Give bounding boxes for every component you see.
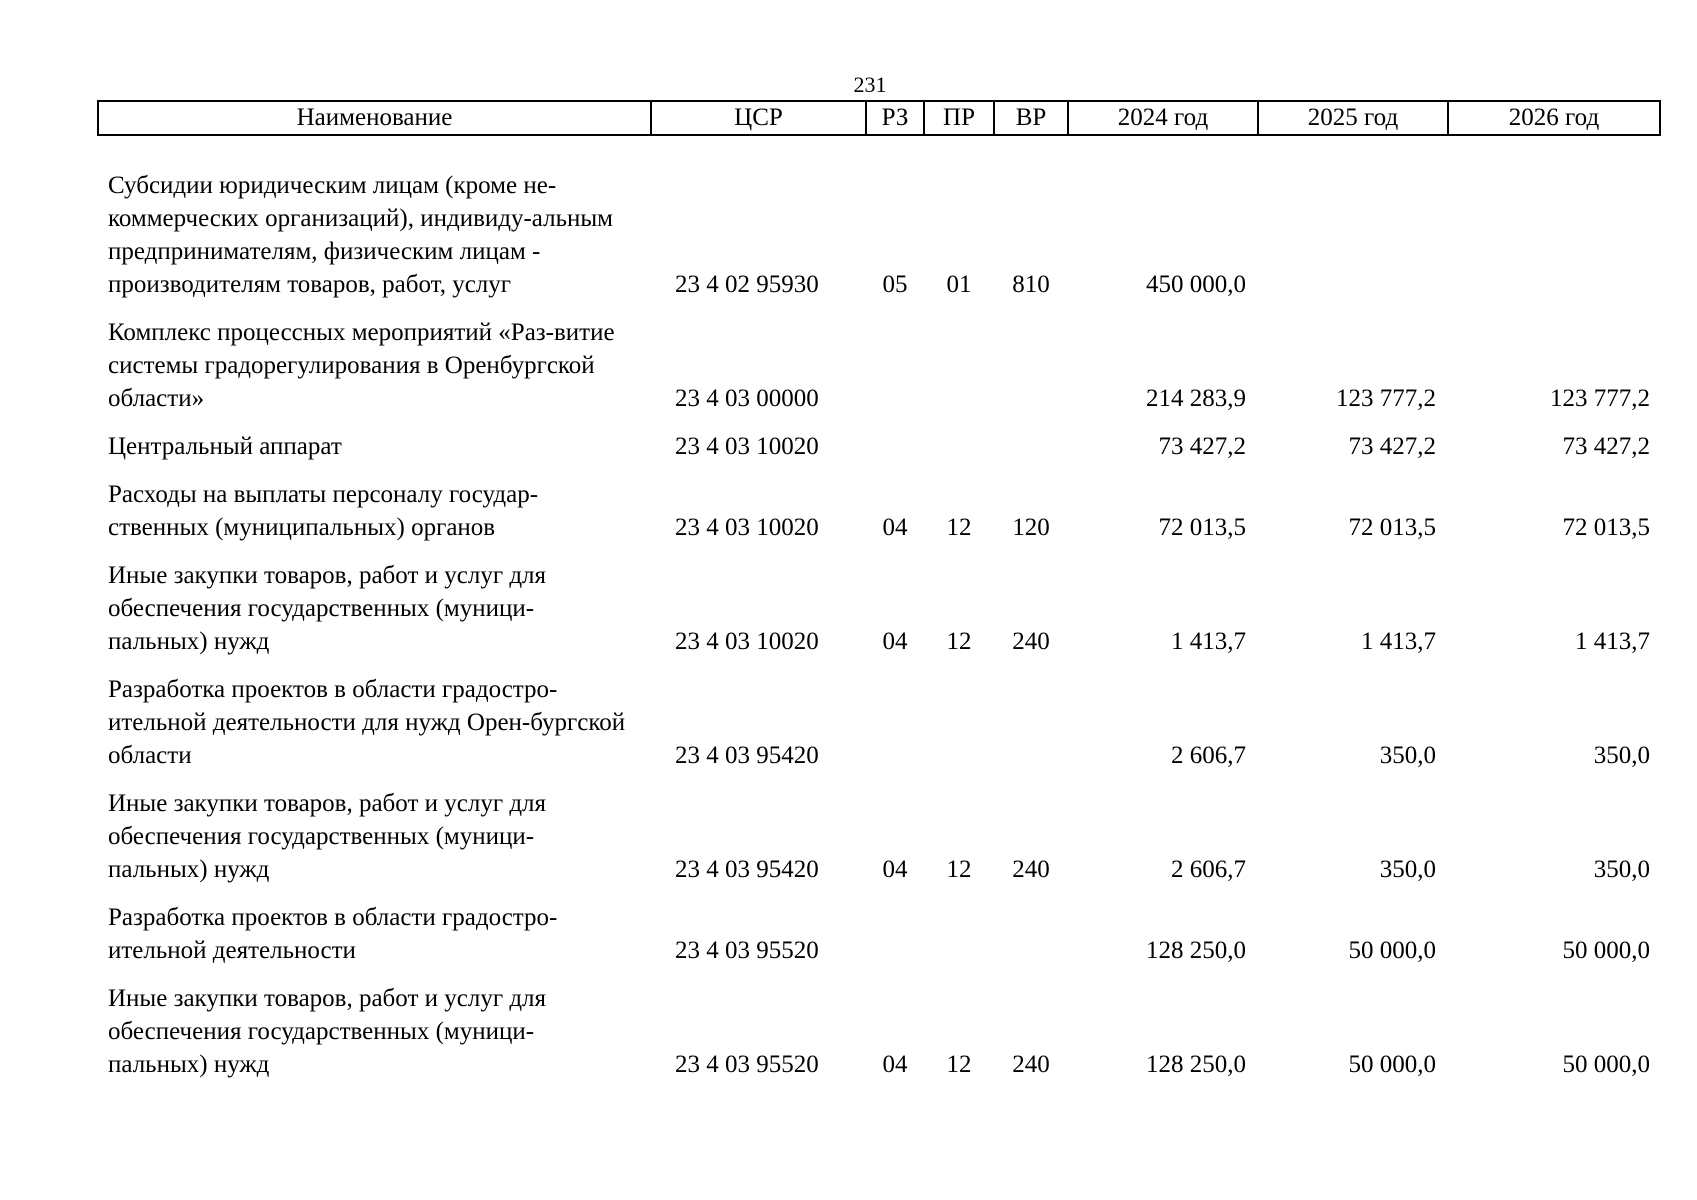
row-2026: 73 427,2 — [1562, 433, 1650, 460]
row-csr: 23 4 03 10020 — [675, 628, 819, 655]
row-vr: 240 — [1012, 1051, 1050, 1078]
row-2025: 123 777,2 — [1336, 385, 1436, 412]
row-2026: 123 777,2 — [1550, 385, 1650, 412]
row-name — [98, 463, 651, 544]
row-csr: 23 4 03 10020 — [675, 514, 819, 541]
row-csr: 23 4 03 95420 — [675, 742, 819, 769]
row-pr: 01 — [946, 271, 972, 298]
header-2025: 2025 год — [1258, 101, 1448, 135]
row-name-text: Разработка проектов в области градостро-ительной деятельности — [108, 904, 558, 964]
row-csr: 23 4 03 95420 — [675, 856, 819, 883]
row-rz — [866, 658, 924, 772]
table-row — [98, 154, 1660, 301]
row-name-text: Иные закупки товаров, работ и услуг для обеспечения государственных (муници-пальных) нужд — [108, 562, 547, 655]
row-vr — [994, 301, 1068, 415]
row-pr — [924, 658, 994, 772]
row-rz: 04 — [882, 514, 908, 541]
row-csr: 23 4 03 00000 — [675, 385, 819, 412]
header-pr: ПР — [924, 101, 994, 135]
header-row — [98, 101, 1660, 135]
row-rz: 04 — [882, 1051, 908, 1078]
row-name — [98, 772, 651, 886]
row-2025 — [1258, 154, 1448, 301]
row-2026: 350,0 — [1593, 856, 1650, 883]
row-csr: 23 4 02 95930 — [675, 271, 819, 298]
row-rz — [866, 415, 924, 463]
header-vr: ВР — [994, 101, 1068, 135]
row-2025: 350,0 — [1379, 856, 1436, 883]
row-pr — [924, 886, 994, 967]
header-name: Наименование — [98, 101, 651, 135]
row-name — [98, 301, 651, 415]
row-name — [98, 415, 651, 463]
row-2024: 2 606,7 — [1171, 856, 1246, 883]
row-2025: 50 000,0 — [1348, 1051, 1436, 1078]
row-vr: 120 — [1012, 514, 1050, 541]
row-2026 — [1448, 154, 1660, 301]
row-2026: 350,0 — [1593, 742, 1650, 769]
header-2026: 2026 год — [1448, 101, 1660, 135]
row-csr: 23 4 03 95520 — [675, 937, 819, 964]
row-2024: 1 413,7 — [1171, 628, 1246, 655]
row-name — [98, 886, 651, 967]
row-csr: 23 4 03 10020 — [675, 433, 819, 460]
row-name — [98, 154, 651, 301]
row-name — [98, 967, 651, 1081]
row-2026: 72 013,5 — [1562, 514, 1650, 541]
row-vr: 810 — [1012, 271, 1050, 298]
row-name-text: Субсидии юридическим лицам (кроме не-коммерческих организаций), индивиду-альным предпринимателям, физическим лицам - производителям товаров, работ, услуг — [108, 172, 613, 298]
row-pr: 12 — [946, 856, 972, 883]
row-name — [98, 544, 651, 658]
row-rz — [866, 301, 924, 415]
row-2025: 1 413,7 — [1361, 628, 1436, 655]
row-pr — [924, 301, 994, 415]
row-name-text: Центральный аппарат — [108, 433, 342, 460]
page-number: 231 — [853, 72, 887, 97]
row-2025: 50 000,0 — [1348, 937, 1436, 964]
table-row — [98, 658, 1660, 772]
row-2026: 1 413,7 — [1575, 628, 1650, 655]
row-name-text: Разработка проектов в области градостро-ительной деятельности для нужд Орен-бургской области — [108, 676, 626, 769]
row-name — [98, 658, 651, 772]
row-pr: 12 — [946, 514, 972, 541]
header-rz: РЗ — [866, 101, 924, 135]
table-row — [98, 463, 1660, 544]
table-row — [98, 886, 1660, 967]
table-body — [98, 135, 1660, 1081]
row-name-text: Комплекс процессных мероприятий «Раз-витие системы градорегулирования в Оренбургской области» — [108, 319, 615, 412]
budget-table — [97, 100, 1661, 1081]
row-rz — [866, 886, 924, 967]
row-csr: 23 4 03 95520 — [675, 1051, 819, 1078]
row-2024: 73 427,2 — [1158, 433, 1246, 460]
row-vr — [994, 658, 1068, 772]
row-2025: 350,0 — [1379, 742, 1436, 769]
row-2024: 2 606,7 — [1171, 742, 1246, 769]
row-rz: 04 — [882, 856, 908, 883]
row-rz: 05 — [882, 271, 908, 298]
table-row — [98, 301, 1660, 415]
row-name-text: Иные закупки товаров, работ и услуг для обеспечения государственных (муници-пальных) нужд — [108, 985, 547, 1078]
table-row — [98, 544, 1660, 658]
header-2024: 2024 год — [1068, 101, 1258, 135]
row-2024: 128 250,0 — [1146, 937, 1246, 964]
row-vr: 240 — [1012, 856, 1050, 883]
spacer-row — [98, 135, 1660, 154]
row-2024: 72 013,5 — [1158, 514, 1246, 541]
table-row — [98, 772, 1660, 886]
row-rz: 04 — [882, 628, 908, 655]
row-pr: 12 — [946, 1051, 972, 1078]
row-2024: 214 283,9 — [1146, 385, 1246, 412]
row-2025: 73 427,2 — [1348, 433, 1436, 460]
row-name-text: Иные закупки товаров, работ и услуг для обеспечения государственных (муници-пальных) нужд — [108, 790, 547, 883]
row-name-text: Расходы на выплаты персоналу государ-ственных (муниципальных) органов — [108, 481, 539, 541]
row-vr — [994, 886, 1068, 967]
row-2024: 450 000,0 — [1146, 271, 1246, 298]
row-vr — [994, 415, 1068, 463]
row-2024: 128 250,0 — [1146, 1051, 1246, 1078]
row-pr: 12 — [946, 628, 972, 655]
row-pr — [924, 415, 994, 463]
row-2026: 50 000,0 — [1562, 937, 1650, 964]
row-vr: 240 — [1012, 628, 1050, 655]
header-csr: ЦСР — [651, 101, 866, 135]
table-row — [98, 415, 1660, 463]
row-2026: 50 000,0 — [1562, 1051, 1650, 1078]
table-row — [98, 967, 1660, 1081]
row-2025: 72 013,5 — [1348, 514, 1436, 541]
